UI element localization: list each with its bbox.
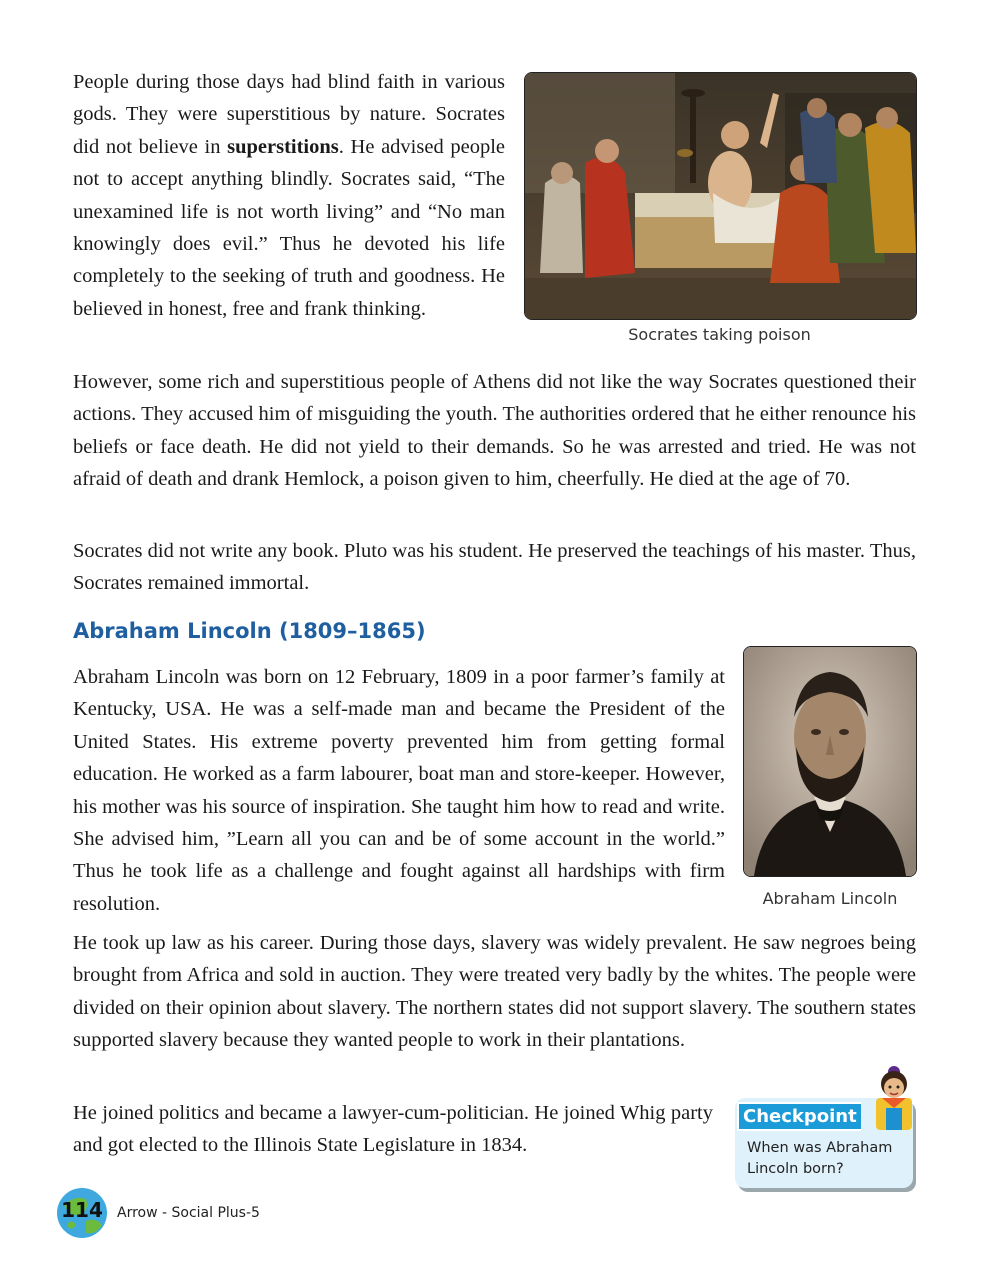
paragraph-lincoln-politics: He joined politics and became a lawyer-cum-politician. He joined Whig party and got elected to the Illinois State Legislature in 1834. [73, 1102, 713, 1157]
caption-lincoln: Abraham Lincoln [762, 889, 898, 908]
lincoln-portrait-image [743, 646, 917, 877]
caption-socrates: Socrates taking poison [628, 325, 811, 344]
bold-term-superstitions: superstitions [227, 135, 339, 158]
book-title: Arrow - Social Plus-5 [117, 1205, 260, 1221]
checkpoint-question: When was Abraham Lincoln born? [747, 1140, 893, 1177]
p1-text-end: . He advised people not to accept anything blindly. Socrates said, “The unexamined life is not worth living” and “No man knowingly does evil.” Thus he devoted his life completely to the seeking of truth and goodness. He believed in honest, free and frank thinking. [73, 135, 506, 320]
paragraph-lincoln-law-slavery: He took up law as his career. During those days, slavery was widely prevalent. He saw negroes being brought from Africa and sold in auction. They were treated very badly by the whites. The people were divided on their opinion about slavery. The northern states did not support slavery. The southern states supported slavery because they wanted people to work in their plantations. [73, 932, 916, 1052]
mascot-girl-icon [868, 1062, 920, 1130]
paragraph-socrates-beliefs [73, 66, 505, 325]
p1-text-start: People during those days had blind faith in various gods. They were superstitious by nature. Socrates did not believe in [73, 71, 505, 158]
paragraph-socrates-legacy: Socrates did not write any book. Pluto was his student. He preserved the teachings of his master. Thus, Socrates remained immortal. [73, 540, 916, 595]
paragraph-lincoln-early-life: Abraham Lincoln was born on 12 February, 1809 in a poor farmer’s family at Kentucky, USA. He was a self-made man and became the President of the United States. His extreme poverty prevented him from getting formal education. He worked as a farm labourer, boat man and store-keeper. However, his mother was his source of inspiration. She taught him how to read and write. She advised him, ”Learn all you can and be of some account in the world.” Thus he took life as a challenge and fought against all hardships with firm resolution. [73, 666, 725, 915]
checkpoint-label: Checkpoint [737, 1102, 861, 1131]
socrates-painting-image [524, 72, 917, 320]
section-heading-lincoln: Abraham Lincoln (1809–1865) [73, 619, 426, 643]
paragraph-socrates-death: However, some rich and superstitious people of Athens did not like the way Socrates questioned their actions. They accused him of misguiding the youth. The authorities ordered that he either renounce his beliefs or face death. He did not yield to their demands. So he was arrested and tried. He was not afraid of death and drank Hemlock, a poison given to him, cheerfully. He died at the age of 70. [73, 371, 916, 491]
page-number: 114 [61, 1198, 103, 1222]
